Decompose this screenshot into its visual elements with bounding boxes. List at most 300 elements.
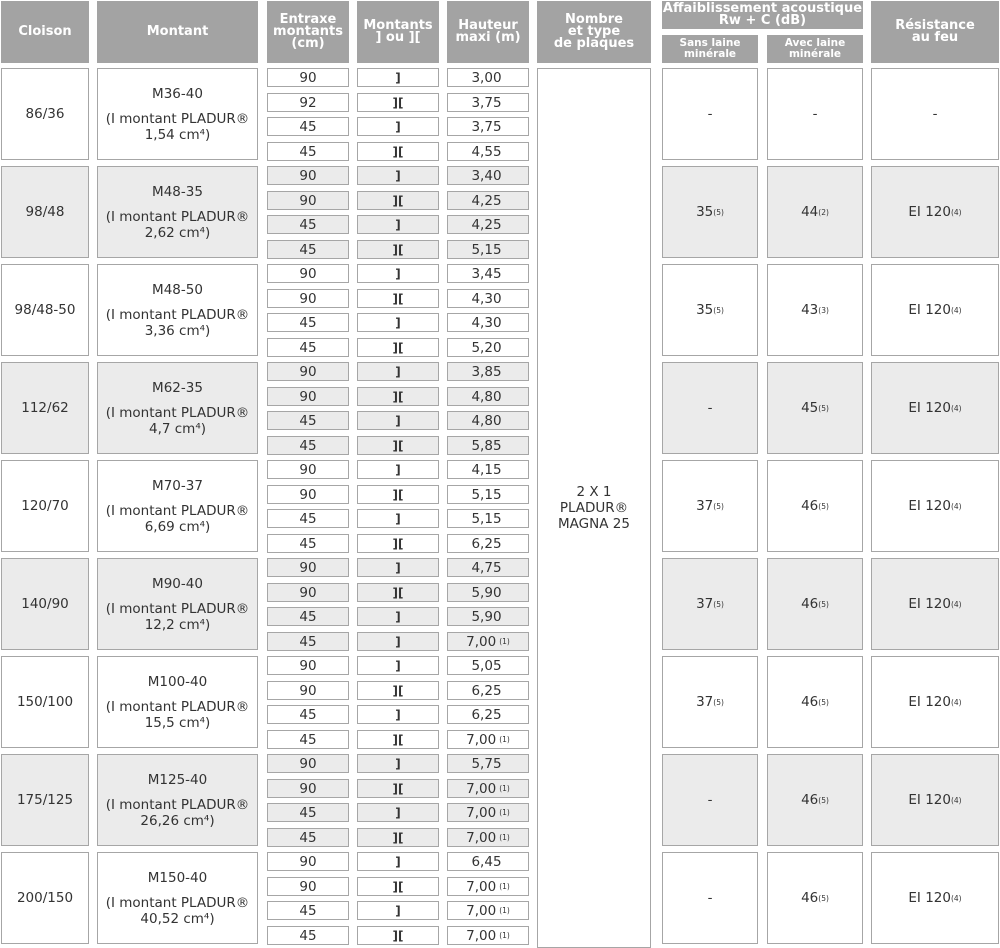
hauteur-value: 3,75 [471,118,502,135]
header-sans-laine-line1: Sans laine [679,37,741,49]
montant-type-value: ] [395,266,401,281]
avec-laine-note: (5) [818,893,829,903]
entraxe-value: 90 [299,584,317,601]
header-entraxe-line3: (cm) [291,36,325,51]
resistance-note: (4) [950,207,962,217]
montant-desc-line1: (I montant PLADUR® [105,111,250,127]
entraxe-value: 90 [299,878,317,895]
montant-type-cell [357,558,439,577]
montant-type-value: ] [395,217,401,232]
hauteur-value: 7,00 [466,731,497,748]
resistance-cell [871,166,999,258]
header-entraxe-line2: montants [273,24,343,39]
montant-cell [97,460,258,552]
montant-type-value: ][ [392,585,404,600]
header-sans-laine [662,35,758,63]
cloison-cell [1,68,89,160]
entraxe-cell [267,166,349,185]
entraxe-cell [267,191,349,210]
hauteur-value: 7,00 [466,927,497,944]
sans-laine-cell [662,264,758,356]
hauteur-value: 7,00 [466,878,497,895]
entraxe-cell [267,754,349,773]
avec-laine-value: 45 [801,400,819,416]
entraxe-value: 45 [299,706,317,723]
montant-type-value: ] [395,315,401,330]
resistance-note: (4) [950,795,962,805]
avec-laine-value: 46 [801,694,819,710]
hauteur-value: 3,75 [471,94,502,111]
hauteur-cell [447,240,529,259]
montant-desc-line2: 15,5 cm⁴) [144,715,211,731]
montant-type-value: ][ [392,732,404,747]
montant-cell [97,264,258,356]
avec-laine-value: 46 [801,890,819,906]
hauteur-cell [447,681,529,700]
sans-laine-value: 37 [696,596,714,612]
montant-desc-line2: 26,26 cm⁴) [140,813,215,829]
montant-code: M125-40 [147,772,208,788]
hauteur-value: 5,15 [471,486,502,503]
montant-code: M90-40 [152,576,203,592]
hauteur-value: 7,00 [466,804,497,821]
hauteur-cell [447,338,529,357]
montant-type-value: ][ [392,487,404,502]
montant-desc-line1: (I montant PLADUR® [105,895,250,911]
entraxe-value: 90 [299,682,317,699]
hauteur-cell [447,166,529,185]
entraxe-cell [267,240,349,259]
montant-type-cell [357,852,439,871]
montant-type-value: ] [395,413,401,428]
sans-laine-value: - [707,890,713,906]
montant-type-cell [357,411,439,430]
hauteur-cell [447,142,529,161]
entraxe-value: 90 [299,486,317,503]
hauteur-value: 7,00 [466,780,497,797]
hauteur-value: 7,00 [466,902,497,919]
montant-type-cell [357,338,439,357]
hauteur-value: 5,75 [471,755,502,772]
entraxe-cell [267,68,349,87]
entraxe-cell [267,338,349,357]
hauteur-value: 3,40 [471,167,502,184]
entraxe-value: 45 [299,927,317,944]
header-affaiblissement [662,1,863,29]
cloison-value: 200/150 [16,890,74,906]
entraxe-value: 90 [299,167,317,184]
montant-desc-line2: 4,7 cm⁴) [148,421,206,437]
header-avec-laine-line2: minérale [788,48,842,60]
hauteur-value: 5,15 [471,510,502,527]
hauteur-cell [447,509,529,528]
montant-type-cell [357,215,439,234]
montant-type-cell [357,460,439,479]
sans-laine-cell [662,754,758,846]
montant-type-value: ][ [392,879,404,894]
resistance-value: - [932,106,938,122]
hauteur-cell [447,68,529,87]
montant-type-cell [357,264,439,283]
hauteur-value: 4,25 [471,192,502,209]
resistance-value: EI 120 [908,890,951,906]
montant-type-cell [357,828,439,847]
hauteur-cell [447,901,529,920]
avec-laine-value: 44 [801,204,819,220]
sans-laine-cell [662,460,758,552]
entraxe-value: 90 [299,69,317,86]
avec-laine-cell [767,460,863,552]
entraxe-cell [267,779,349,798]
montant-desc-line2: 2,62 cm⁴) [144,225,211,241]
entraxe-value: 45 [299,216,317,233]
avec-laine-note: (5) [818,795,829,805]
hauteur-cell [447,362,529,381]
hauteur-cell [447,411,529,430]
montant-type-value: ] [395,511,401,526]
montant-type-cell [357,730,439,749]
hauteur-cell [447,705,529,724]
header-resistance-line2: au feu [911,30,959,45]
entraxe-cell [267,656,349,675]
resistance-value: EI 120 [908,498,951,514]
header-hauteur-line2: maxi (m) [455,30,521,45]
montant-type-value: ] [395,707,401,722]
cloison-cell [1,558,89,650]
header-nombre-line3: de plaques [553,36,635,51]
cloison-value: 150/100 [16,694,74,710]
hauteur-note: (1) [499,808,510,817]
montant-desc-line2: 40,52 cm⁴) [140,911,215,927]
montant-type-value: ][ [392,193,404,208]
avec-laine-note: (5) [818,697,829,707]
hauteur-cell [447,558,529,577]
resistance-note: (4) [950,501,962,511]
hauteur-value: 3,45 [471,265,502,282]
avec-laine-cell [767,68,863,160]
montant-desc-line1: (I montant PLADUR® [105,601,250,617]
entraxe-value: 45 [299,902,317,919]
montant-type-value: ] [395,119,401,134]
entraxe-cell [267,215,349,234]
montant-type-value: ][ [392,291,404,306]
montant-type-cell [357,289,439,308]
header-affaiblissement-line1: Affaiblissement acoustique [662,1,863,16]
hauteur-cell [447,779,529,798]
sans-laine-note: (5) [713,501,724,511]
hauteur-value: 7,00 [466,829,497,846]
montant-type-cell [357,362,439,381]
montant-code: M36-40 [152,86,203,102]
entraxe-cell [267,509,349,528]
montant-type-cell [357,240,439,259]
montant-type-cell [357,803,439,822]
cloison-value: 140/90 [21,596,69,612]
entraxe-cell [267,730,349,749]
entraxe-cell [267,803,349,822]
hauteur-cell [447,852,529,871]
avec-laine-cell [767,852,863,944]
montant-cell [97,852,258,944]
resistance-note: (4) [950,697,962,707]
avec-laine-value: 46 [801,596,819,612]
hauteur-cell [447,191,529,210]
entraxe-value: 45 [299,829,317,846]
resistance-cell [871,754,999,846]
header-montants-line1: Montants [363,18,433,33]
montant-type-value: ] [395,658,401,673]
cloison-cell [1,362,89,454]
header-entraxe-line1: Entraxe [279,12,337,27]
header-nombre-line2: et type [567,24,621,39]
hauteur-value: 6,25 [471,706,502,723]
resistance-value: EI 120 [908,400,951,416]
avec-laine-cell [767,362,863,454]
sans-laine-value: 35 [696,302,714,318]
header-affaiblissement-line2: Rw + C (dB) [718,13,807,28]
hauteur-value: 4,25 [471,216,502,233]
montant-type-cell [357,583,439,602]
entraxe-value: 90 [299,755,317,772]
avec-laine-note: (5) [818,501,829,511]
hauteur-cell [447,583,529,602]
sans-laine-value: 35 [696,204,714,220]
entraxe-cell [267,852,349,871]
header-nombre-line1: Nombre [565,12,623,27]
montant-desc-line1: (I montant PLADUR® [105,797,250,813]
entraxe-cell [267,877,349,896]
hauteur-cell [447,289,529,308]
montant-type-cell [357,705,439,724]
hauteur-cell [447,117,529,136]
header-nombre [537,1,651,63]
header-montant [97,1,258,63]
montant-type-cell [357,926,439,945]
montant-desc-line2: 6,69 cm⁴) [144,519,211,535]
montant-cell [97,754,258,846]
header-resistance-line1: Résistance [895,18,975,33]
resistance-value: EI 120 [908,204,951,220]
montant-type-cell [357,117,439,136]
hauteur-cell [447,313,529,332]
montant-desc-line1: (I montant PLADUR® [105,209,250,225]
entraxe-value: 90 [299,657,317,674]
montant-type-value: ] [395,903,401,918]
avec-laine-value: 46 [801,498,819,514]
sans-laine-cell [662,656,758,748]
cloison-value: 98/48-50 [14,302,76,318]
hauteur-value: 6,25 [471,535,502,552]
entraxe-cell [267,485,349,504]
hauteur-value: 6,45 [471,853,502,870]
montant-type-value: ] [395,70,401,85]
header-avec-laine [767,35,863,63]
hauteur-cell [447,436,529,455]
entraxe-cell [267,607,349,626]
entraxe-cell [267,436,349,455]
montant-desc-line1: (I montant PLADUR® [105,405,250,421]
entraxe-cell [267,93,349,112]
montant-code: M48-50 [152,282,203,298]
entraxe-value: 90 [299,780,317,797]
montant-type-cell [357,485,439,504]
cloison-value: 112/62 [21,400,69,416]
sans-laine-note: (5) [713,305,724,315]
entraxe-cell [267,460,349,479]
cloison-cell [1,166,89,258]
montant-type-cell [357,509,439,528]
header-resistance [871,1,999,63]
montant-type-value: ][ [392,536,404,551]
hauteur-cell [447,828,529,847]
hauteur-value: 5,90 [471,608,502,625]
montant-type-cell [357,191,439,210]
hauteur-value: 3,00 [471,69,502,86]
entraxe-cell [267,583,349,602]
resistance-cell [871,68,999,160]
avec-laine-value: - [812,106,818,122]
entraxe-value: 90 [299,559,317,576]
montant-desc-line2: 3,36 cm⁴) [144,323,211,339]
entraxe-value: 45 [299,143,317,160]
hauteur-value: 4,75 [471,559,502,576]
montant-type-value: ] [395,805,401,820]
montant-type-value: ][ [392,242,404,257]
montant-type-cell [357,142,439,161]
montant-desc-line2: 12,2 cm⁴) [144,617,211,633]
plaques-line3: MAGNA 25 [558,516,630,532]
sans-laine-note: (5) [713,207,724,217]
hauteur-value: 5,85 [471,437,502,454]
sans-laine-value: 37 [696,498,714,514]
montant-type-cell [357,754,439,773]
montant-code: M150-40 [147,870,208,886]
montant-type-cell [357,387,439,406]
entraxe-cell [267,264,349,283]
entraxe-value: 45 [299,241,317,258]
montant-type-value: ] [395,560,401,575]
cloison-cell [1,754,89,846]
montant-type-cell [357,901,439,920]
entraxe-cell [267,387,349,406]
montant-type-cell [357,534,439,553]
header-cloison-label: Cloison [18,24,72,39]
plaques-line1: 2 X 1 [576,484,612,500]
montant-type-cell [357,313,439,332]
resistance-cell [871,460,999,552]
entraxe-value: 45 [299,804,317,821]
montant-type-cell [357,607,439,626]
hauteur-value: 4,55 [471,143,502,160]
avec-laine-value: 46 [801,792,819,808]
montant-type-cell [357,877,439,896]
hauteur-note: (1) [499,906,510,915]
montant-code: M62-35 [152,380,203,396]
montant-type-cell [357,681,439,700]
montant-type-cell [357,93,439,112]
montant-type-cell [357,68,439,87]
hauteur-cell [447,534,529,553]
hauteur-value: 5,15 [471,241,502,258]
hauteur-value: 4,80 [471,388,502,405]
sans-laine-value: 37 [696,694,714,710]
hauteur-value: 4,80 [471,412,502,429]
entraxe-cell [267,828,349,847]
montant-type-value: ] [395,854,401,869]
resistance-cell [871,852,999,944]
resistance-note: (4) [950,599,962,609]
montant-desc-line1: (I montant PLADUR® [105,307,250,323]
montant-type-value: ][ [392,683,404,698]
montant-cell [97,166,258,258]
montant-type-value: ][ [392,340,404,355]
sans-laine-value: - [707,106,713,122]
montant-type-cell [357,779,439,798]
montant-type-value: ][ [392,95,404,110]
montant-type-cell [357,656,439,675]
hauteur-cell [447,803,529,822]
cloison-value: 98/48 [25,204,65,220]
entraxe-value: 90 [299,265,317,282]
header-hauteur [447,1,529,63]
hauteur-cell [447,215,529,234]
entraxe-cell [267,926,349,945]
entraxe-cell [267,558,349,577]
hauteur-cell [447,264,529,283]
cloison-cell [1,656,89,748]
entraxe-cell [267,362,349,381]
hauteur-cell [447,460,529,479]
plaques-line2: PLADUR® [559,500,629,516]
hauteur-note: (1) [499,735,510,744]
cloison-cell [1,852,89,944]
resistance-value: EI 120 [908,694,951,710]
hauteur-value: 5,05 [471,657,502,674]
avec-laine-note: (5) [818,599,829,609]
resistance-cell [871,264,999,356]
entraxe-cell [267,411,349,430]
montant-type-value: ][ [392,781,404,796]
montant-type-value: ][ [392,830,404,845]
entraxe-cell [267,289,349,308]
entraxe-cell [267,117,349,136]
entraxe-value: 45 [299,412,317,429]
montant-cell [97,558,258,650]
montant-type-cell [357,436,439,455]
hauteur-value: 5,90 [471,584,502,601]
montant-type-value: ][ [392,928,404,943]
sans-laine-note: (5) [713,697,724,707]
cloison-cell [1,460,89,552]
montant-desc-line1: (I montant PLADUR® [105,699,250,715]
hauteur-cell [447,387,529,406]
entraxe-value: 90 [299,853,317,870]
montant-type-value: ] [395,462,401,477]
cloison-value: 175/125 [16,792,74,808]
sans-laine-value: - [707,792,713,808]
header-entraxe [267,1,349,63]
montant-code: M70-37 [152,478,203,494]
sans-laine-cell [662,558,758,650]
header-avec-laine-line1: Avec laine [784,37,846,49]
entraxe-value: 45 [299,633,317,650]
header-montants-line2: ] ou ][ [375,30,421,45]
entraxe-value: 45 [299,118,317,135]
montant-code: M48-35 [152,184,203,200]
resistance-cell [871,656,999,748]
montant-type-cell [357,166,439,185]
avec-laine-value: 43 [801,302,819,318]
